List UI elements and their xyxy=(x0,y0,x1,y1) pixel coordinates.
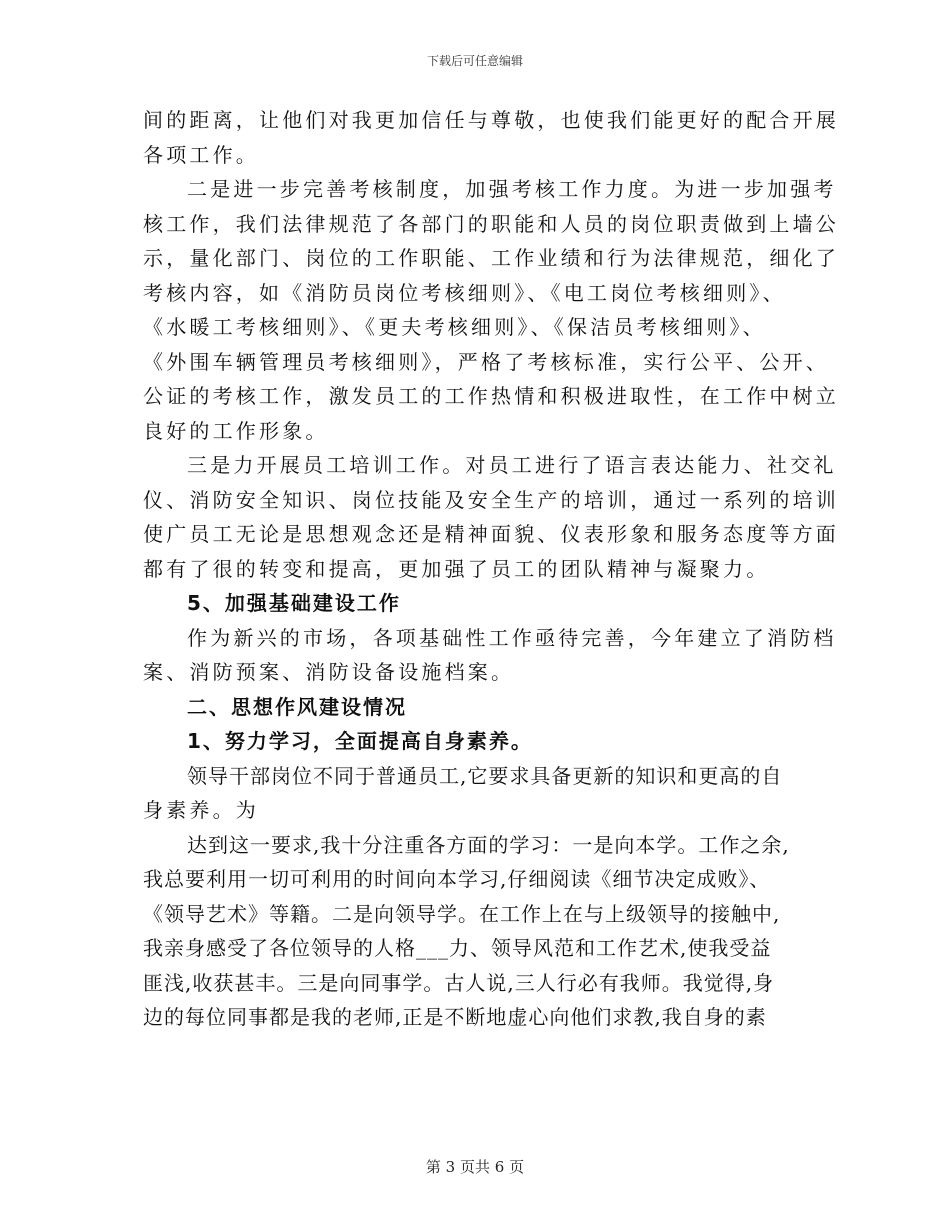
paragraph-line: 《外围车辆管理员考核细则》，严格了考核标准，实行公平、公开、 xyxy=(143,349,829,374)
paragraph-line: 核工作，我们法律规范了各部门的职能和人员的岗位职责做到上墙公 xyxy=(143,211,839,236)
paragraph-line: 使广员工无论是思想观念还是精神面貌、仪表形象和服务态度等方面 xyxy=(143,522,839,546)
paragraph-line: 良好的工作形象。 xyxy=(143,418,329,443)
paragraph-line: 都有了很的转变和提高，更加强了员工的团队精神与凝聚力。 xyxy=(143,556,770,581)
paragraph-line: 达到这一要求,我十分注重各方面的学习：一是向本学。工作之余, xyxy=(187,832,790,857)
paragraph-line: 二是进一步完善考核制度，加强考核工作力度。为进一步加强考 xyxy=(187,177,837,201)
paragraph-line: 三是力开展员工培训工作。对员工进行了语言表达能力、社交礼 xyxy=(187,453,837,477)
paragraph-line: 案、消防预案、消防设备设施档案。 xyxy=(143,660,515,684)
paragraph-line: 《领导艺术》等籍。二是向领导学。在工作上在与上级领导的接触中, xyxy=(143,901,781,926)
paragraph-line: 《水暖工考核细则》、《更夫考核细则》、《保洁员考核细则》、 xyxy=(143,315,766,339)
paragraph-line: 公证的考核工作，激发员工的工作热情和积极进取性，在工作中树立 xyxy=(143,384,839,408)
paragraph-line: 各项工作。 xyxy=(143,142,259,167)
paragraph-line: 我亲身感受了各位领导的人格___力、领导风范和工作艺术,使我受益 xyxy=(143,936,772,960)
paragraph-line: 边的每位同事都是我的老师,正是不断地虚心向他们求教,我自身的素 xyxy=(143,1005,767,1029)
page-header: 下载后可任意编辑 xyxy=(426,54,523,68)
paragraph-line: 示，量化部门、岗位的工作职能、工作业绩和行为法律规范，细化了 xyxy=(143,246,839,270)
subsection-heading: 1、努力学习，全面提高自身素养。 xyxy=(187,729,533,753)
section-heading: 二、思想作风建设情况 xyxy=(187,694,407,719)
paragraph-line: 我总要利用一切可利用的时间向本学习,仔细阅读《细节决定成败》、 xyxy=(143,867,771,891)
paragraph-line: 领导干部岗位不同于普通员工,它要求具备更新的知识和更高的自 xyxy=(187,763,783,788)
paragraph-line: 间的距离，让他们对我更加信任与尊敬，也使我们能更好的配合开展 xyxy=(143,108,839,132)
paragraph-line: 匪浅,收获甚丰。三是向同事学。古人说,三人行必有我师。我觉得,身 xyxy=(143,970,775,995)
paragraph-line: 仪、消防安全知识、岗位技能及安全生产的培训，通过一系列的培训 xyxy=(143,487,839,512)
paragraph-line: 身素养。为 xyxy=(143,798,259,822)
page-footer: 第 3 页共 6 页 xyxy=(425,1158,525,1176)
document-body xyxy=(143,103,839,1035)
section-heading: 5、加强基础建设工作 xyxy=(187,591,401,615)
paragraph-line: 考核内容，如《消防员岗位考核细则》、《电工岗位考核细则》、 xyxy=(143,280,786,305)
paragraph-line: 作为新兴的市场，各项基础性工作亟待完善，今年建立了消防档 xyxy=(187,625,837,650)
